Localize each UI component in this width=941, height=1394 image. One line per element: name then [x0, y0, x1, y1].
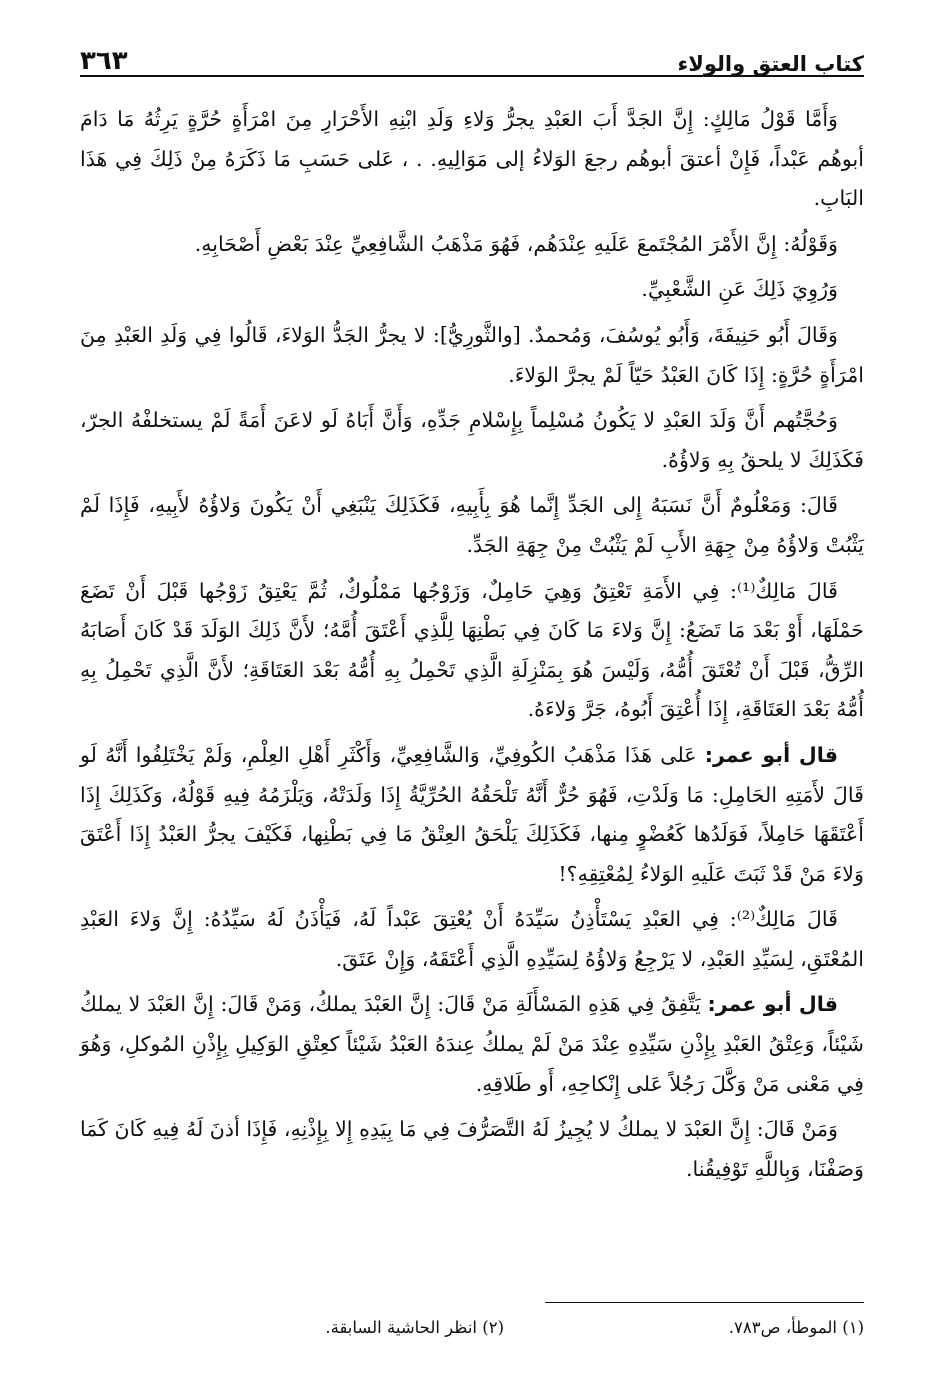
paragraph-text: قَالَ: وَمَعْلُومٌ أَنَّ نَسَبَهُ إِلى الجَدِّ إِنَّما هُوَ بِأَبِيهِ، فَكَذَلِكَ يَنْبَغِي أَنْ يَكُونَ وَلاؤُهُ لأَبِيهِ، فَإِذَا لَمْ يَثْبُتْ وَلاؤُهُ مِنْ جِهَةِ الأَبِ لَمْ يَثْبُتْ مِنْ جِهَةِ الجَدِّ. [80, 493, 864, 557]
paragraph [80, 270, 864, 310]
body-text [80, 100, 864, 1195]
paragraph [80, 1110, 864, 1189]
paragraph-text: عَلى هَذَا مَذْهَبُ الكُوفِيِّ، وَالشَّافِعِيِّ، وَأَكْثَرِ أَهْلِ العِلْمِ، وَلَمْ يَخْتَلِفُوا أَنَّهُ لَو قَالَ لأَمَتِهِ الحَامِلِ: مَا وَلَدْتِ، فَهُوَ حُرٌّ أَنَّهُ تَلْحَقُهُ الحُرِّيَّةُ إِذَا وَلَدَتْهُ، وَيَلْزَمُهُ فِيهِ قَوْلُهُ، وَكَذَلِكَ إِذَا أَعْتَقَهَا حَامِلاً، فَوَلَدُها كَعُضْوٍ مِنها، فَكَذَلِكَ يَلْحَقُ العِتْقُ مَا فِي بَطْنِها، فَكَيْفَ يجرُّ العَبْدُ إِذَا أَعْتَقَ وَلاءَ مَنْ قَدْ ثَبَتَ عَلَيهِ الوَلاءُ لِمُعْتِقِهِ؟! [80, 742, 864, 886]
running-header [80, 30, 864, 76]
page-number: ٣٦٣ [80, 46, 128, 76]
paragraph [80, 736, 864, 894]
speaker-label: قال أبو عمر: [704, 742, 838, 767]
header-rule [80, 75, 864, 77]
footnote-1: (١) الموطأ، ص٧٨٣. [728, 1318, 864, 1337]
paragraph [80, 985, 864, 1104]
paragraph-text: قَالَ مَالِكٌ⁽²⁾: فِي العَبْدِ يَسْتَأْذِنُ سَيِّدَهُ أَنْ يُعْتِقَ عَبْداً لَهُ، فَيَأْذَنُ لَهُ سَيِّدُهُ: إِنَّ وَلاءَ العَبْدِ المُعْتَقِ، لِسَيِّدِ العَبْدِ، لا يَرْجِعُ وَلاؤُهُ لِسَيِّدِهِ الَّذِي أَعْتَقَهُ، وَإِنْ عَتَقَ. [80, 907, 864, 971]
paragraph-text: وَقَوْلُهُ: إِنَّ الأَمْرَ المُجْتَمعَ عَلَيهِ عِنْدَهُم، فَهُوَ مَذْهَبُ الشَّافِعِيِّ عِنْدَ بَعْضِ أَصْحَابِهِ. [194, 231, 838, 256]
paragraph [80, 486, 864, 565]
paragraph [80, 316, 864, 395]
speaker-label: قال أبو عمر: [707, 992, 839, 1017]
footnote-2: (٢) انظر الحاشية السابقة. [325, 1318, 504, 1337]
paragraph-text: قَالَ مَالِكٌ⁽¹⁾: فِي الأَمَةِ تَعْتِقُ وَهِيَ حَامِلٌ، وَزَوْجُها مَمْلُوكٌ، ثُمَّ يَعْتِقُ زَوْجُها قَبْلَ أَنْ تَضَعَ حَمْلَهَا، أَوْ بَعْدَ مَا تَضَعُ: إِنَّ وَلاءَ مَا كَانَ فِي بَطْنِهَا لِلَّذِي أَعْتَقَ أُمَّهُ؛ لأَنَّ ذَلِكَ الوَلَدَ قَدْ كَانَ أَصَابَهُ الرِّقُّ، قَبْلَ أَنْ تُعْتَقَ أُمُّهُ، وَلَيْسَ هُوَ بِمَنْزِلَةِ الَّذِي تَحْمِلُ بِهِ أُمُّهُ بَعْدَ العَتَاقَةِ؛ لأَنَّ الَّذِي تَحْمِلُ بِهِ أُمُّهُ بَعْدَ العَتَاقَةِ، إِذَا أُعْتِقَ أَبُوهُ، جَرَّ وَلاءَهُ. [80, 578, 864, 722]
paragraph-text: يَتَّفِقُ فِي هَذِهِ المَسْأَلَةِ مَنْ قَالَ: إِنَّ العَبْدَ يملكُ، وَمَنْ قَالَ: إِنَّ العَبْدَ لا يملكُ شَيْئاً، وَعِتْقُ العَبْدِ بِإِذْنِ سَيِّدِهِ عِنْدَ مَنْ لَمْ يملكُ عِندَهُ العَبْدُ شَيْئاً كعِتْقِ الوَكِيلِ بِإِذْنِ المُوكلِ، وَهُوَ فِي مَعْنى مَنْ وَكَّلَ رَجُلاً عَلى إِنْكاحِهِ، أَو طَلاقِهِ. [80, 992, 864, 1096]
paragraph [80, 225, 864, 265]
footnotes [80, 1318, 864, 1337]
paragraph-text: وَأَمَّا قَوْلُ مَالِكٍ: إِنَّ الجَدَّ أَبَ العَبْدِ يجرُّ وَلاءِ وَلَدِ ابْنِهِ الأَحْرَارِ مِنَ امْرَأَةٍ حُرَّةٍ يَرِثُهُ مَا دَامَ أبوهُم عَبْداً، فَإِنْ أعتقَ أبوهُم رجعَ الوَلاءُ إلى مَوَالِيهِ. . ، عَلى حَسَبِ مَا ذَكَرَهُ مِنْ ذَلِكَ فِي هَذَا البَابِ. [80, 107, 864, 211]
paragraph [80, 100, 864, 219]
paragraph [80, 900, 864, 979]
paragraph [80, 401, 864, 480]
paragraph-text: وَحُجَّتُهم أَنَّ وَلَدَ العَبْدِ لا يَكُونُ مُسْلِماً بِإِسْلامِ جَدِّهِ، وَأَنَّ أَبَاهُ لَو لاعَنَ أَمَةً لَمْ يستخلفْهُ الجرّ، فَكَذَلِكَ لا يلحقُ بِهِ وَلاؤُهُ. [80, 408, 864, 472]
paragraph-text: وَمَنْ قَالَ: إِنَّ العَبْدَ لا يملكُ لا يُجِيزُ لَهُ التَّصَرُّفَ فِي مَا بِيَدِهِ إِلا بِإِذْنِهِ، فَإِذَا أذنَ لَهُ فِيهِ كَانَ كَمَا وَصَفْنَا، وَبِاللَّهِ تَوْفِيقُنا. [80, 1117, 864, 1181]
book-title: كتاب العتق والولاء [677, 52, 864, 76]
paragraph-text: وَرُوِيَ ذَلِكَ عَنِ الشَّعْبِيِّ. [641, 277, 838, 302]
paragraph [80, 572, 864, 730]
footnote-rule [545, 1302, 864, 1303]
paragraph-text: وَقَالَ أَبُو حَنِيفَةَ، وَأَبُو يُوسُفَ، وَمُحمدٌ. [والثَّورِيُّ]: لا يجرُّ الجَدُّ الوَلاءَ، قَالُوا فِي وَلَدِ العَبْدِ مِنَ امْرَأَةٍ حُرَّةٍ: إِذَا كَانَ العَبْدُ حَيّاً لَمْ يجرَّ الوَلاءَ. [80, 322, 864, 387]
